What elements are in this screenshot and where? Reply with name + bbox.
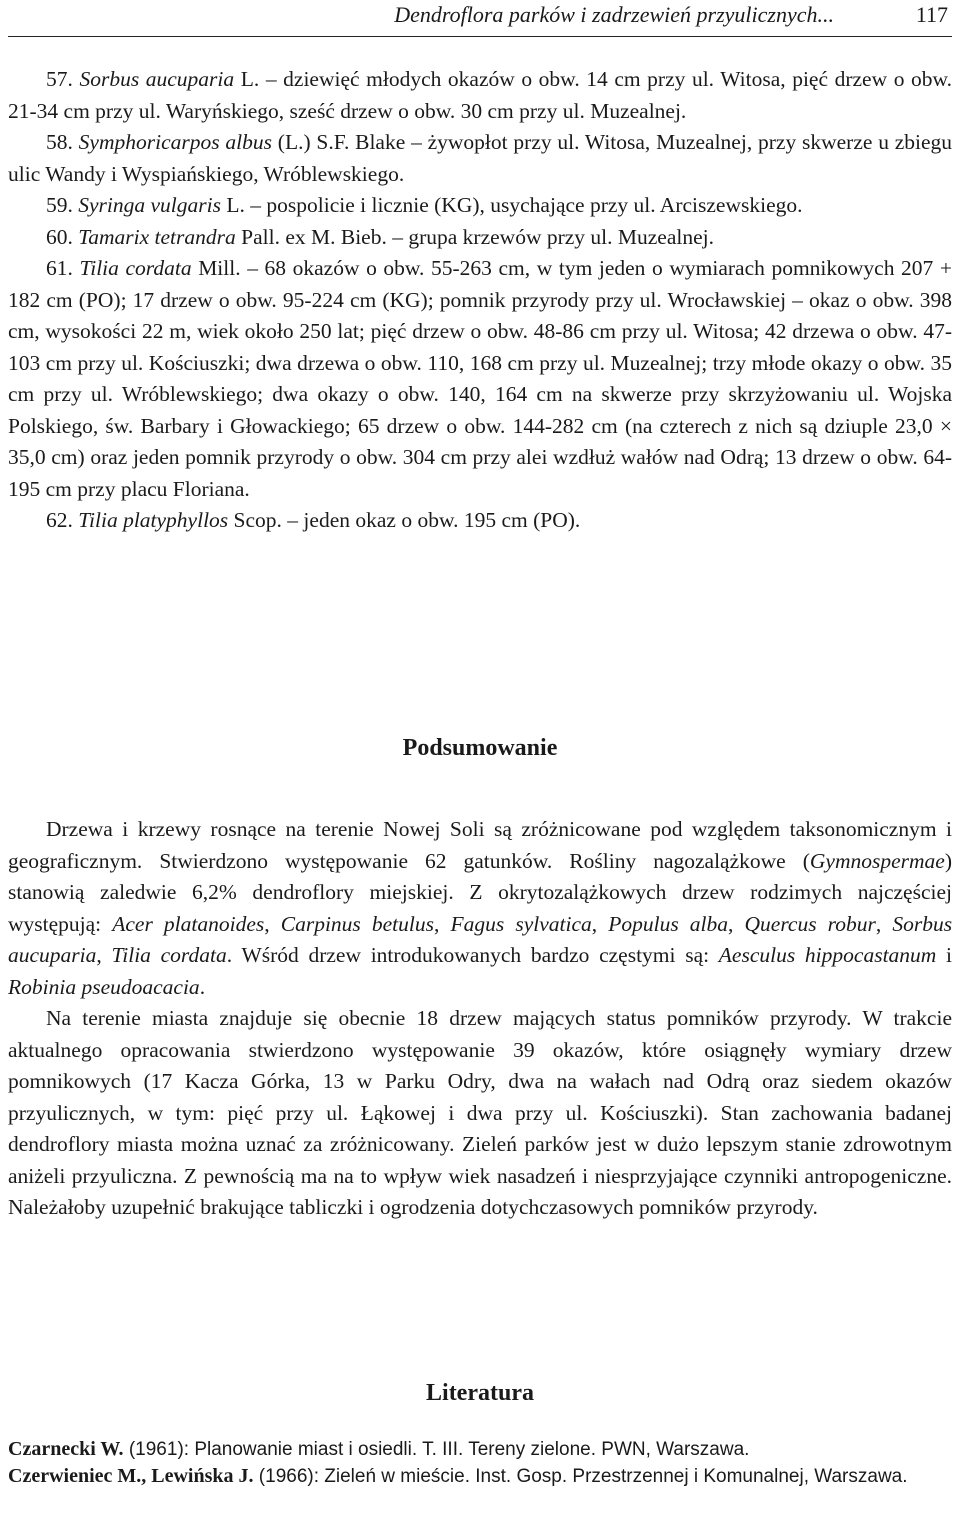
species-entry [8, 505, 952, 537]
species-entry [8, 190, 952, 222]
entry-text: – pospolicie i licznie (KG), usychające przy ul. Arciszewskiego. [250, 193, 803, 217]
entry-text: – dziewięć młodych okazów o obw. 14 cm przy ul. Witosa, pięć drzew o obw. 21-34 cm przy ul. Waryńskiego, sześć drzew o obw. 30 cm przy ul. Muzealnej. [8, 67, 953, 123]
reference-text: (1961): Planowanie miast i osiedli. T. III. Tereny zielone. PWN, Warszawa. [128, 1439, 750, 1460]
species-name: Populus alba [608, 911, 729, 936]
page-number: 117 [915, 2, 948, 27]
section-heading-literature: Literatura [426, 1380, 534, 1406]
species-name: Acer platanoides [112, 911, 265, 936]
species-name: Tilia platyphyllos [78, 508, 229, 532]
species-entry [8, 253, 952, 505]
running-header [8, 0, 952, 37]
entry-text: – jeden okaz o obw. 195 cm (PO). [287, 508, 581, 532]
species-entry [8, 222, 952, 254]
text-run: Drzewa i krzewy rosnące na terenie Nowej Soli są zróżnicowane pod względem taksonomicznym i geograficznym. Stwierdzono występowanie 62 gatunków. Rośliny nagozalążkowe ( [8, 817, 952, 873]
species-name: Tilia cordata [79, 256, 192, 280]
species-name: Symphoricarpos albus [78, 130, 272, 154]
species-name: Sorbus aucuparia [79, 67, 235, 91]
species-list [8, 64, 952, 537]
entry-text: – żywopłot przy ul. Witosa, Muzealnej, przy skwerze u zbiegu ulic Wandy i Wyspiańskiego, Wróblewskiego. [8, 130, 953, 186]
text-run: ) stanowią zaledwie 6,2% dendroflory miejskiej. Z okrytozalążkowych drzew rodzimych najczęściej występują: [8, 848, 952, 936]
section-heading-summary: Podsumowanie [402, 735, 558, 761]
species-author: Pall. ex M. Bieb. [241, 224, 387, 249]
entry-number: 57. [46, 67, 73, 91]
species-name: Robinia pseudoacacia [8, 974, 200, 999]
species-entry [8, 127, 952, 190]
species-name: Fagus sylvatica [450, 911, 592, 936]
summary-paragraph: Na terenie miasta znajduje się obecnie 18 drzew mających status pomników przyrody. W trakcie aktualnego opracowania stwierdzono występowanie 39 okazów, które osiągnęły wymiary drzew pomnikowych (17 Kacza Górka, 13 w Parku Odry, dwa na wałach nad Odrą oraz siedem okazów przyulicznych, w tym: pięć przy ul. Łąkowej i dwa przy ul. Kościuszki). Stan zachowania badanej dendroflory miasta można uznać za zróżnicowany. Zieleń parków jest w dużo lepszym stanie zdrowotnym aniżeli przyuliczna. Z pewnością ma na to wpływ wiek nasadzeń i niesprzyjające czynniki antropogeniczne. Należałoby uzupełnić brakujące tabliczki i ogrodzenia dotychczasowych pomników przyrody. [8, 1006, 952, 1219]
species-author: L. [240, 67, 260, 91]
species-author: L. [226, 193, 245, 217]
species-entry [8, 64, 952, 127]
species-author: Scop. [233, 508, 282, 532]
species-author: (L.) S.F. Blake [277, 130, 406, 154]
text-run: i [936, 943, 953, 967]
entry-number: 59. [46, 193, 73, 217]
entry-text: – 68 okazów o obw. 55-263 cm, w tym jeden o wymiarach pomnikowych 207 + 182 cm (PO); 17 drzew o obw. 95-224 cm (KG); pomnik przyrody przy ul. Wrocławskiej – okaz o obw. 398 cm, wysokości 22 m, wiek około 250 lat; pięć drzew o obw. 48-86 cm przy ul. Witosa; 42 drzewa o obw. 47-103 cm przy ul. Kościuszki; dwa drzewa o obw. 110, 168 cm przy ul. Muzealnej; trzy młode okazy o obw. 35 cm przy ul. Wróblewskiego; dwa okazy o obw. 140, 164 cm na skwerze przy skrzyżowaniu ul. Wojska Polskiego, św. Barbary i Głowackiego; 65 drzew o obw. 144-282 cm (na czterech z nich są dziuple 23,0 × 35,0 cm) oraz jeden pomnik przyrody o obw. 304 cm przy alei wzdłuż wałów nad Odrą; 13 drzew o obw. 64-195 cm przy placu Floriana. [8, 256, 953, 501]
species-name: Tamarix tetrandra [78, 224, 236, 249]
running-title: Dendroflora parków i zadrzewień przyulicznych... [394, 2, 834, 27]
summary-section [8, 814, 952, 1224]
text-run: Wśród drzew introdukowanych bardzo częstymi są: [241, 943, 719, 967]
species-name: Aesculus hippocastanum [718, 943, 937, 967]
reference-authors: Czerwieniec M., Lewińska J. [8, 1465, 254, 1487]
species-name: Sorbus aucuparia [8, 911, 953, 967]
entry-number: 60. [46, 224, 73, 249]
reference-item [8, 1463, 952, 1490]
reference-list [8, 1436, 952, 1490]
reference-text: (1966): Zieleń w mieście. Inst. Gosp. Przestrzennej i Komunalnej, Warszawa. [258, 1466, 908, 1487]
species-author: Mill. [198, 256, 241, 280]
entry-text: – grupa krzewów przy ul. Muzealnej. [392, 224, 715, 249]
species-name: Quercus robur [744, 911, 876, 936]
reference-item [8, 1436, 952, 1463]
entry-number: 62. [46, 508, 73, 532]
species-name: Carpinus betulus [280, 911, 434, 936]
species-name: Syringa vulgaris [78, 193, 221, 217]
species-name: Gymnospermae [809, 848, 945, 873]
summary-paragraph: Drzewa i krzewy rosnące na terenie Nowej Soli są zróżnicowane pod względem taksonomicznym i geograficznym. Stwierdzono występowanie 62 gatunków. Rośliny nagozalążkowe (Gymnospermae) stanowią zaledwie 6,2% dendroflory miejskiej. Z okrytozalążkowych drzew rodzimych najczęściej występują: Acer platanoides, Carpinus betulus, Fagus sylvatica, Populus alba, Quercus robur, Sorbus aucuparia, Tilia cordata. Wśród drzew introdukowanych bardzo częstymi są: Aesculus hippocastanum i Robinia pseudoacacia. [8, 817, 953, 999]
species-name: Tilia cordata [111, 943, 227, 967]
entry-number: 58. [46, 130, 73, 154]
reference-authors: Czarnecki W. [8, 1438, 124, 1460]
entry-number: 61. [46, 256, 73, 280]
